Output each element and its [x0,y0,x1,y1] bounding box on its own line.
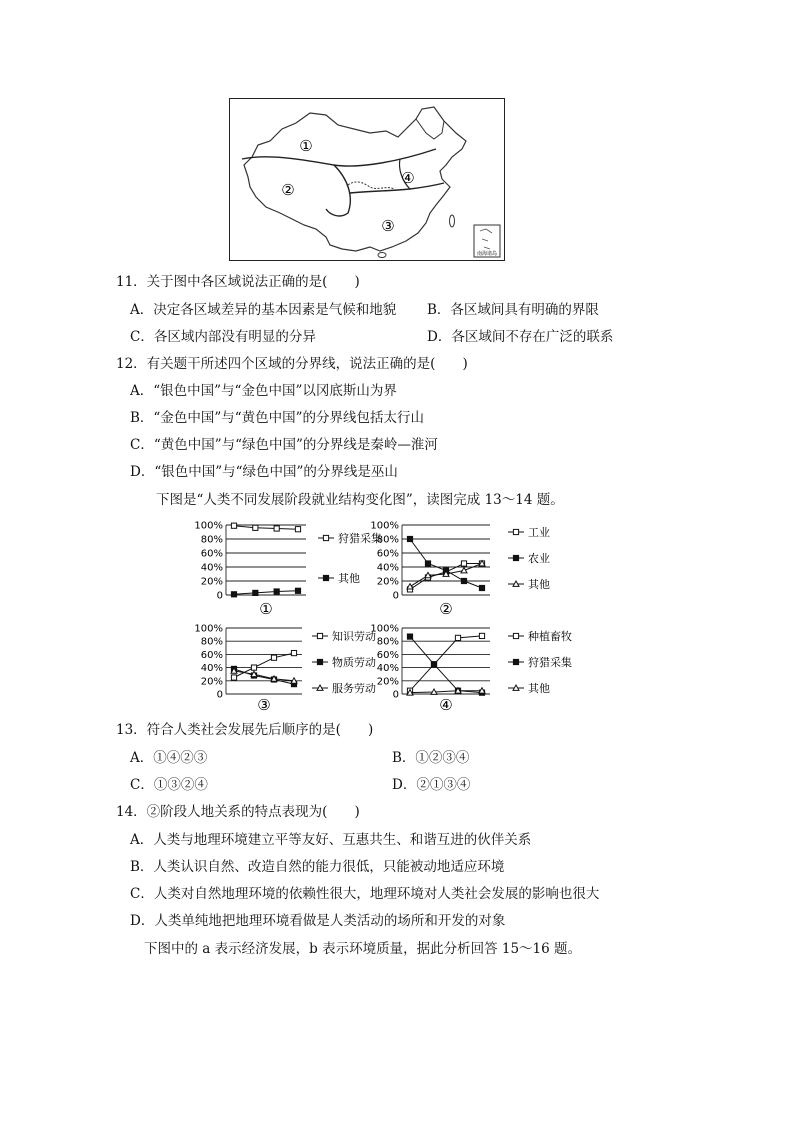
y-tick-label: 60% [376,548,399,560]
data-point [461,561,466,566]
map-inset-text: 南海诸岛 [476,251,498,257]
data-point [407,536,412,541]
q14-option-b: B．人类认识自然、改造自然的能力很低，只能被动地适应环境 [130,859,505,875]
legend-label: 工业 [528,526,550,539]
data-point [455,635,460,640]
intro-15-16: 下图中的 a 表示经济发展，b 表示环境质量，据此分析回答 15～16 题。 [144,941,582,957]
series-line [410,636,482,691]
data-point [231,592,236,597]
y-tick-label: 40% [376,663,399,675]
legend-marker [513,529,518,534]
q14-stem: 14．②阶段人地关系的特点表现为( ) [116,804,360,820]
chart-panel-4 [370,622,584,714]
china-region-map [229,98,505,261]
q12-option-b: B．“金色中国”与“黄色中国”的分界线包括太行山 [130,410,425,426]
data-point [461,578,466,583]
data-point [274,589,279,594]
data-point [271,655,276,660]
legend-label: 服务劳动 [332,682,376,695]
legend-label: 其他 [528,578,550,591]
y-tick-label: 40% [200,562,223,574]
legend-marker [317,633,322,638]
y-tick-label: 20% [376,676,399,688]
q13-stem: 13．符合人类社会发展先后顺序的是( ) [116,722,374,738]
q12-option-d: D．“银色中国”与“绿色中国”的分界线是巫山 [130,464,398,480]
y-tick-label: 20% [200,676,223,688]
intro-13-14: 下图是“人类不同发展阶段就业结构变化图”，读图完成 13～14 题。 [156,492,564,508]
y-tick-label: 20% [376,576,399,588]
chart-panel-1 [196,516,386,620]
y-tick-label: 100% [194,520,223,532]
map-region-4: ④ [401,169,415,187]
data-point [253,590,258,595]
y-tick-label: 80% [376,636,399,648]
chart-panel-3 [196,622,392,714]
y-tick-label: 80% [200,534,223,546]
q13-option-d: D．②①③④ [392,777,471,793]
q13-option-b: B．①②③④ [392,750,470,766]
chart-panel-2 [370,516,584,620]
series-line [234,526,298,530]
series-line [234,591,298,595]
series-line [234,653,294,677]
legend-label: 其他 [528,682,550,695]
data-point [431,662,436,667]
data-point [231,675,236,680]
map-region-1: ① [299,137,313,155]
legend-label: 知识劳动 [332,630,376,643]
q12-stem: 12．有关题干所述四个区域的分界线，说法正确的是( ) [116,356,468,372]
y-tick-label: 40% [200,663,223,675]
data-point [295,588,300,593]
legend-label: 狩猎采集 [338,532,382,545]
legend-marker [323,535,328,540]
y-tick-label: 0 [216,689,223,701]
chart-3-svg [196,622,392,714]
china-map-drawing [230,99,504,260]
chart-panel-label: ③ [257,696,271,714]
y-tick-label: 0 [392,689,399,701]
data-point [407,584,413,589]
y-tick-label: 60% [200,548,223,560]
chart-panel-label: ② [439,600,453,618]
q11-option-c: C．各区域内部没有明显的分异 [130,329,316,345]
data-point [407,634,412,639]
chart-1-svg [196,516,386,620]
y-tick-label: 0 [216,590,223,602]
y-tick-label: 100% [370,520,399,532]
legend-marker [513,555,518,560]
q14-option-d: D．人类单纯地把地理环境看做是人类活动的场所和开发的对象 [130,913,506,929]
legend-marker [513,659,518,664]
legend-label: 物质劳动 [332,656,376,669]
legend-label: 种植畜牧 [528,630,572,643]
legend-marker [513,633,518,638]
y-tick-label: 40% [376,562,399,574]
q12-option-a: A．“银色中国”与“金色中国”以冈底斯山为界 [130,383,397,399]
q12-option-c: C．“黄色中国”与“绿色中国”的分界线是秦岭—淮河 [130,437,438,453]
data-point [479,633,484,638]
y-tick-label: 100% [194,623,223,635]
q11-option-d: D．各区域间不存在广泛的联系 [427,329,614,345]
y-tick-label: 0 [392,590,399,602]
y-tick-label: 100% [370,623,399,635]
legend-marker [317,659,322,664]
series-line [234,671,294,681]
series-line [410,637,482,693]
data-point [274,526,279,531]
q13-option-c: C．①③②④ [130,777,208,793]
legend-label: 其他 [338,572,360,585]
y-tick-label: 60% [200,649,223,661]
q11-option-b: B．各区域间具有明确的界限 [427,302,599,318]
y-tick-label: 80% [200,636,223,648]
chart-panel-label: ④ [439,696,453,714]
q11-option-a: A．决定各区域差异的基本因素是气候和地貌 [130,302,397,318]
map-region-2: ② [281,181,295,199]
data-point [251,665,256,670]
data-point [291,650,296,655]
legend-label: 狩猎采集 [528,656,572,669]
data-point [479,585,484,590]
map-region-3: ③ [381,217,395,235]
y-tick-label: 80% [376,534,399,546]
q11-stem: 11．关于图中各区域说法正确的是( ) [116,274,360,290]
y-tick-label: 60% [376,649,399,661]
chart-4-svg [370,622,584,714]
q14-option-c: C．人类对自然地理环境的依赖性很大，地理环境对人类社会发展的影响也很大 [130,886,600,902]
chart-2-svg [370,516,584,620]
data-point [425,561,430,566]
data-point [295,527,300,532]
data-point [253,525,258,530]
q14-option-a: A．人类与地理环境建立平等友好、互惠共生、和谐互进的伙伴关系 [130,832,532,848]
chart-panel-label: ① [259,600,273,618]
y-tick-label: 20% [200,576,223,588]
legend-marker [323,575,328,580]
q13-option-a: A．①④②③ [130,750,208,766]
data-point [231,523,236,528]
legend-label: 农业 [528,552,550,565]
